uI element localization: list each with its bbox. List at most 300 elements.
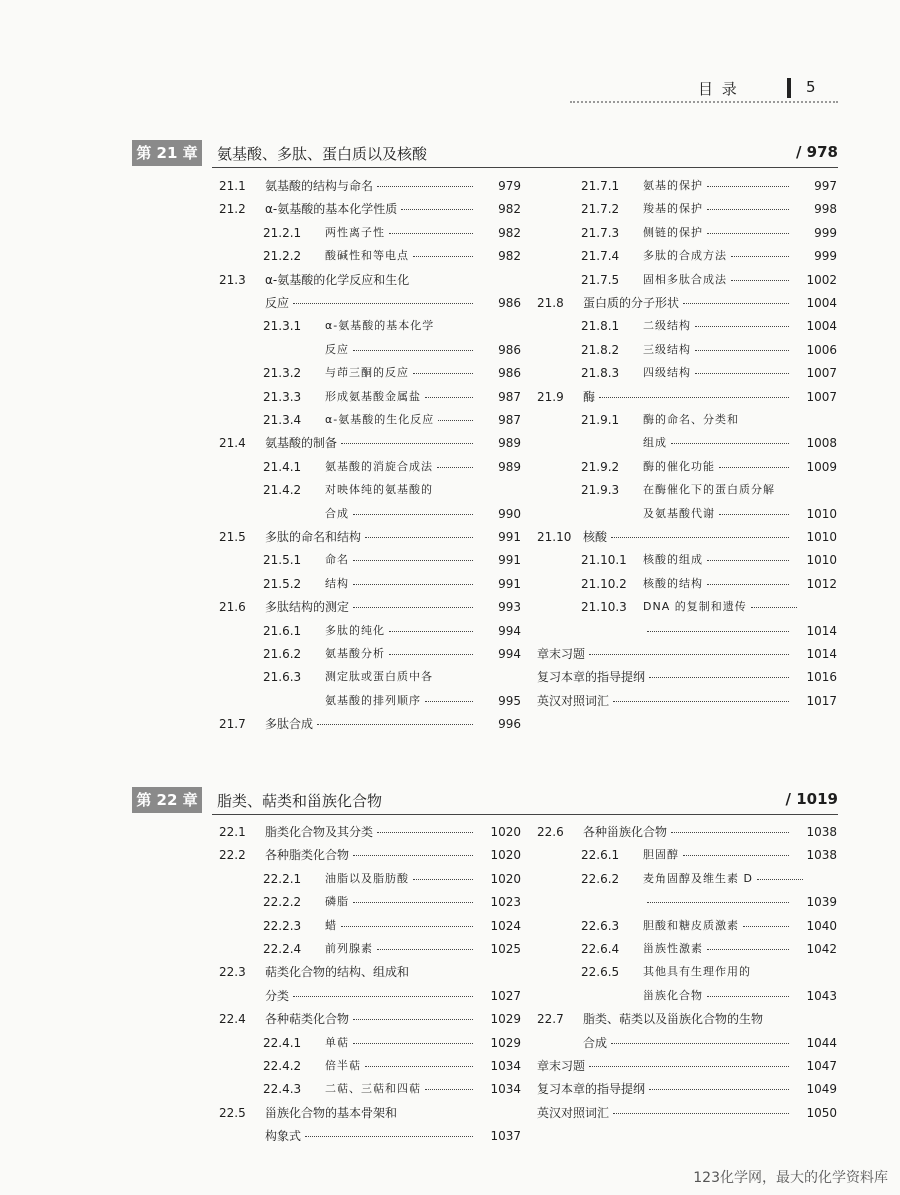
entry-page: 1020: [490, 871, 521, 886]
toc-entry[interactable]: [219, 1079, 521, 1099]
entry-title: 复习本章的指导提纲: [537, 670, 646, 685]
toc-entry[interactable]: [537, 504, 837, 524]
leader-dots: [293, 303, 473, 304]
entry-page: 1034: [490, 1059, 521, 1073]
toc-entry[interactable]: [219, 939, 521, 959]
entry-title: α-氨基酸的基本化学: [325, 319, 435, 333]
entry-title: 磷脂: [325, 895, 349, 909]
entry-page: 986: [498, 342, 521, 357]
toc-entry[interactable]: [537, 691, 837, 711]
toc-entry[interactable]: [219, 597, 521, 617]
leader-dots: [425, 1089, 473, 1090]
entry-page: 997: [814, 179, 837, 193]
entry-title: 四级结构: [643, 366, 691, 380]
toc-entry[interactable]: [219, 916, 521, 936]
leader-dots: [389, 631, 473, 632]
entry-page: 979: [498, 179, 521, 193]
entry-title: α-氨基酸的基本化学性质: [265, 202, 398, 217]
leader-dots: [389, 654, 473, 655]
entry-page: 1010: [806, 506, 837, 521]
leader-dots: [413, 256, 473, 257]
entry-page: 986: [498, 296, 521, 310]
toc-entry[interactable]: [219, 845, 521, 865]
leader-dots: [707, 233, 789, 234]
leader-dots: [401, 209, 473, 210]
entry-title: 氨基酸的消旋合成法: [325, 459, 433, 473]
entry-title: 甾族化合物的基本骨架和: [265, 1105, 398, 1120]
toc-entry[interactable]: [537, 916, 837, 936]
toc-entry[interactable]: [219, 433, 521, 453]
leader-dots: [353, 514, 473, 515]
leader-dots: [649, 677, 789, 678]
chapter-rule: [212, 167, 838, 168]
entry-title: 氨基酸分析: [325, 647, 385, 660]
leader-dots: [649, 1089, 789, 1090]
toc-entry[interactable]: [537, 621, 837, 641]
chapter-title: 脂类、萜类和甾族化合物: [217, 792, 383, 810]
leader-dots: [413, 879, 473, 880]
toc-entry[interactable]: [537, 1103, 837, 1123]
toc-entry[interactable]: [537, 293, 837, 313]
toc-entry[interactable]: [537, 410, 837, 430]
header-page-number: 5: [806, 78, 816, 96]
leader-dots: [353, 350, 473, 351]
toc-entry[interactable]: [219, 246, 521, 266]
entry-number: 22.4: [219, 1012, 246, 1027]
entry-number: 21.9: [537, 389, 564, 404]
toc-entry[interactable]: [219, 176, 521, 196]
entry-number: 21.5.2: [263, 576, 302, 591]
entry-page: 1038: [806, 825, 837, 839]
entry-page: 1029: [490, 1012, 521, 1027]
leader-dots: [731, 256, 789, 257]
entry-number: 21.8.3: [581, 366, 620, 381]
entry-page: 1020: [490, 825, 521, 839]
toc-entry[interactable]: [537, 457, 837, 477]
leader-dots: [377, 832, 473, 833]
entry-title: 脂类、萜类以及甾族化合物的生物: [583, 1012, 764, 1027]
entry-title: 酶的命名、分类和: [643, 413, 739, 426]
toc-entry[interactable]: [219, 667, 521, 687]
entry-page: 998: [814, 202, 837, 217]
toc-entry[interactable]: [537, 387, 837, 407]
toc-entry[interactable]: [537, 199, 837, 219]
entry-page: 1034: [490, 1082, 521, 1097]
leader-dots: [317, 724, 473, 725]
entry-number: 21.3.1: [263, 319, 302, 334]
leader-dots: [353, 855, 473, 856]
entry-page: 1020: [490, 848, 521, 863]
leader-dots: [599, 397, 789, 398]
toc-entry[interactable]: [219, 527, 521, 547]
entry-title: 三级结构: [643, 342, 691, 356]
leader-dots: [671, 443, 789, 444]
entry-number: 21.7.3: [581, 225, 620, 240]
toc-entry[interactable]: [219, 340, 521, 360]
toc-entry[interactable]: [537, 644, 837, 664]
entry-number: 22.4.2: [263, 1059, 302, 1073]
chapter-tag: 第 22 章: [132, 787, 202, 813]
entry-number: 21.10.3: [581, 600, 627, 615]
entry-page: 995: [498, 693, 521, 708]
entry-title: 与茚三酮的反应: [325, 366, 409, 380]
toc-entry[interactable]: [537, 869, 837, 889]
entry-page: 1050: [806, 1105, 837, 1120]
leader-dots: [683, 855, 789, 856]
toc-entry[interactable]: [219, 822, 521, 842]
leader-dots: [751, 607, 797, 608]
toc-entry[interactable]: [219, 199, 521, 219]
entry-title: 复习本章的指导提纲: [537, 1082, 646, 1097]
entry-number: 21.7.4: [581, 249, 620, 264]
leader-dots: [707, 209, 789, 210]
entry-title: α-氨基酸的生化反应: [325, 413, 435, 426]
entry-title: 核酸: [583, 530, 608, 544]
toc-entry[interactable]: [219, 223, 521, 243]
entry-title: 其他具有生理作用的: [643, 965, 751, 979]
entry-page: 999: [814, 249, 837, 264]
entry-title: 氨基酸的排列顺序: [325, 693, 421, 707]
toc-entry[interactable]: [537, 822, 837, 842]
toc-entry[interactable]: [219, 316, 521, 336]
leader-dots: [611, 537, 789, 538]
entry-title: 合成: [325, 506, 349, 520]
entry-page: 989: [498, 459, 521, 474]
chapter-tag: 第 21 章: [132, 140, 202, 166]
entry-number: 22.2.2: [263, 895, 302, 910]
toc-entry[interactable]: [537, 574, 837, 594]
toc-entry[interactable]: [537, 986, 837, 1006]
entry-page: 1024: [490, 918, 521, 933]
leader-dots: [757, 879, 803, 880]
leader-dots: [413, 373, 473, 374]
entry-number: 22.2.3: [263, 918, 302, 933]
entry-page: 1006: [806, 342, 837, 357]
entry-number: 21.10: [537, 530, 572, 544]
entry-number: 21.9.3: [581, 483, 620, 498]
entry-title: 及氨基酸代谢: [643, 506, 715, 520]
toc-entry[interactable]: [537, 962, 837, 982]
toc-entry[interactable]: [537, 1033, 837, 1053]
entry-page: 1044: [806, 1035, 837, 1050]
leader-dots: [341, 443, 473, 444]
entry-page: 1027: [490, 988, 521, 1003]
leader-dots: [707, 996, 789, 997]
entry-title: 形成氨基酸金属盐: [325, 389, 421, 403]
entry-title: 构象式: [265, 1129, 302, 1144]
entry-number: 21.3: [219, 272, 246, 287]
entry-number: 21.2: [219, 202, 246, 217]
leader-dots: [389, 233, 473, 234]
entry-number: 22.6.2: [581, 871, 620, 886]
leader-dots: [293, 996, 473, 997]
toc-entry[interactable]: [219, 457, 521, 477]
entry-page: 1047: [806, 1059, 837, 1073]
entry-title: 蛋白质的分子形状: [583, 296, 680, 310]
entry-title: 多肽的纯化: [325, 623, 385, 637]
entry-page: 1040: [806, 918, 837, 933]
leader-dots: [647, 902, 789, 903]
toc-entry[interactable]: [219, 550, 521, 570]
toc-entry[interactable]: [219, 621, 521, 641]
entry-number: 21.5: [219, 530, 246, 544]
entry-title: 固相多肽合成法: [643, 272, 727, 286]
leader-dots: [589, 1066, 789, 1067]
entry-number: 22.4.1: [263, 1035, 302, 1050]
leader-dots: [695, 373, 789, 374]
header-rule: [570, 101, 838, 103]
entry-number: 22.7: [537, 1012, 564, 1027]
toc-entry[interactable]: [537, 246, 837, 266]
entry-title: 核酸的结构: [643, 576, 703, 590]
entry-title: 前列腺素: [325, 942, 373, 955]
toc-entry[interactable]: [219, 270, 521, 290]
entry-title: 分类: [265, 988, 290, 1003]
leader-dots: [743, 926, 789, 927]
entry-title: 章末习题: [537, 1059, 586, 1073]
entry-page: 982: [498, 202, 521, 217]
watermark: 123化学网，最大的化学资料库: [693, 1170, 888, 1186]
toc-entry[interactable]: [219, 1033, 521, 1053]
entry-title: 各种脂类化合物: [265, 848, 350, 863]
toc-entry[interactable]: [537, 480, 837, 500]
leader-dots: [731, 280, 789, 281]
entry-number: 21.9.1: [581, 413, 620, 427]
leader-dots: [613, 1113, 789, 1114]
entry-title: 两性离子性: [325, 225, 385, 239]
entry-page: 1014: [806, 647, 837, 661]
toc-entry[interactable]: [537, 1009, 837, 1029]
leader-dots: [437, 467, 473, 468]
entry-title: 英汉对照词汇: [537, 1105, 610, 1120]
toc-entry[interactable]: [537, 845, 837, 865]
toc-entry[interactable]: [537, 270, 837, 290]
entry-number: 21.9.2: [581, 459, 620, 474]
entry-title: 胆酸和糖皮质激素: [643, 918, 739, 932]
entry-number: 22.6.1: [581, 848, 620, 863]
leader-dots: [305, 1136, 473, 1137]
toc-entry[interactable]: [537, 527, 837, 547]
toc-entry[interactable]: [537, 316, 837, 336]
toc-entry[interactable]: [219, 574, 521, 594]
toc-entry[interactable]: [537, 597, 837, 617]
entry-page: 990: [498, 506, 521, 521]
entry-page: 991: [498, 530, 521, 544]
entry-page: 982: [498, 225, 521, 240]
entry-title: 侧链的保护: [643, 225, 703, 239]
entry-title: 氨基酸的结构与命名: [265, 179, 374, 193]
entry-title: 反应: [265, 296, 290, 310]
entry-page: 987: [498, 389, 521, 404]
entry-page: 1017: [806, 693, 837, 708]
toc-entry[interactable]: [219, 480, 521, 500]
toc-entry[interactable]: [537, 223, 837, 243]
entry-title: 酶的催化功能: [643, 459, 715, 473]
entry-page: 1016: [806, 670, 837, 685]
entry-number: 21.8.2: [581, 342, 620, 357]
entry-page: 987: [498, 413, 521, 427]
entry-number: 22.2: [219, 848, 246, 863]
leader-dots: [707, 949, 789, 950]
toc-entry[interactable]: [219, 644, 521, 664]
entry-page: 982: [498, 249, 521, 264]
entry-page: 1012: [806, 576, 837, 591]
entry-number: 21.1: [219, 179, 246, 193]
entry-page: 1039: [806, 895, 837, 910]
entry-title: DNA 的复制和遗传: [643, 600, 747, 614]
entry-title: 油脂以及脂肪酸: [325, 871, 409, 885]
header-separator: [787, 78, 791, 98]
leader-dots: [353, 584, 473, 585]
leader-dots: [365, 537, 473, 538]
toc-entry[interactable]: [219, 691, 521, 711]
entry-title: 多肽合成: [265, 717, 314, 732]
entry-page: 999: [814, 225, 837, 240]
leader-dots: [647, 631, 789, 632]
entry-page: 989: [498, 436, 521, 451]
leader-dots: [377, 186, 473, 187]
leader-dots: [611, 1043, 789, 1044]
toc-entry[interactable]: [219, 962, 521, 982]
leader-dots: [353, 1043, 473, 1044]
entry-number: 21.6.3: [263, 670, 302, 685]
entry-title: 组成: [643, 436, 667, 450]
entry-page: 1004: [806, 296, 837, 310]
leader-dots: [613, 701, 789, 702]
entry-title: 反应: [325, 342, 349, 356]
toc-entry[interactable]: [219, 1126, 521, 1146]
entry-title: 对映体纯的氨基酸的: [325, 483, 433, 497]
leader-dots: [707, 186, 789, 187]
entry-title: 二萜、三萜和四萜: [325, 1082, 421, 1096]
entry-number: 21.8: [537, 296, 564, 310]
toc-entry[interactable]: [219, 1009, 521, 1029]
entry-number: 21.4: [219, 436, 246, 451]
entry-number: 21.3.2: [263, 366, 302, 381]
entry-title: 多肽的命名和结构: [265, 530, 362, 544]
entry-page: 993: [498, 600, 521, 615]
chapter-22-heading[interactable]: [132, 787, 838, 813]
entry-title: 甾族性激素: [643, 942, 703, 955]
toc-entry[interactable]: [219, 892, 521, 912]
entry-page: 1038: [806, 848, 837, 863]
toc-entry[interactable]: [219, 869, 521, 889]
entry-page: 1043: [806, 988, 837, 1003]
entry-page: 1010: [806, 530, 837, 544]
toc-entry[interactable]: [219, 410, 521, 430]
entry-title: 麦角固醇及维生素 D: [643, 871, 753, 885]
toc-entry[interactable]: [219, 1103, 521, 1123]
entry-number: 22.2.4: [263, 942, 302, 956]
entry-title: 各种萜类化合物: [265, 1012, 350, 1027]
entry-number: 22.4.3: [263, 1082, 302, 1097]
toc-entry[interactable]: [537, 363, 837, 383]
toc-entry[interactable]: [219, 1056, 521, 1076]
entry-number: 22.3: [219, 965, 246, 980]
toc-entry[interactable]: [219, 363, 521, 383]
toc-entry[interactable]: [537, 550, 837, 570]
leader-dots: [719, 514, 789, 515]
leader-dots: [353, 902, 473, 903]
entry-page: 996: [498, 717, 521, 732]
entry-page: 1004: [806, 319, 837, 334]
entry-number: 22.6.3: [581, 918, 620, 933]
entry-number: 21.10.2: [581, 576, 627, 591]
entry-number: 21.7: [219, 717, 246, 732]
entry-page: 994: [498, 647, 521, 661]
toc-entry[interactable]: [219, 986, 521, 1006]
leader-dots: [707, 584, 789, 585]
entry-number: 22.1: [219, 825, 246, 839]
entry-page: 1007: [806, 389, 837, 404]
toc-entry[interactable]: [537, 340, 837, 360]
toc-entry[interactable]: [537, 892, 837, 912]
leader-dots: [353, 1019, 473, 1020]
entry-title: 章末习题: [537, 647, 586, 661]
entry-number: 21.5.1: [263, 553, 302, 568]
chapter-21-heading[interactable]: [132, 140, 838, 166]
entry-title: 核酸的组成: [643, 553, 703, 567]
toc-entry[interactable]: [219, 293, 521, 313]
leader-dots: [707, 560, 789, 561]
leader-dots: [341, 926, 473, 927]
entry-title: 多肽的合成方法: [643, 249, 727, 263]
entry-title: α-氨基酸的化学反应和生化: [265, 272, 410, 287]
entry-number: 21.7.1: [581, 179, 620, 193]
entry-page: 1010: [806, 553, 837, 568]
entry-title: 测定肽或蛋白质中各: [325, 670, 433, 684]
entry-title: 合成: [583, 1035, 608, 1050]
chapter-page: / 1019: [785, 790, 838, 808]
toc-entry[interactable]: [537, 176, 837, 196]
header-label: 目 录: [698, 80, 739, 98]
entry-number: 21.4.2: [263, 483, 302, 498]
entry-number: 21.3.3: [263, 389, 302, 404]
entry-number: 22.2.1: [263, 871, 302, 886]
entry-number: 21.10.1: [581, 553, 627, 568]
entry-title: 酶: [583, 389, 596, 404]
toc-entry[interactable]: [537, 667, 837, 687]
entry-title: 命名: [325, 553, 349, 567]
entry-number: 21.7.2: [581, 202, 620, 217]
entry-number: 21.2.1: [263, 225, 302, 240]
leader-dots: [377, 949, 473, 950]
entry-title: 结构: [325, 576, 349, 590]
chapter-page: / 978: [795, 143, 838, 161]
entry-title: 氨基的保护: [643, 179, 703, 192]
leader-dots: [589, 654, 789, 655]
leader-dots: [683, 303, 789, 304]
toc-entry[interactable]: [219, 387, 521, 407]
entry-page: 1049: [806, 1082, 837, 1097]
entry-title: 胆固醇: [643, 848, 679, 862]
toc-entry[interactable]: [537, 1079, 837, 1099]
toc-entry[interactable]: [537, 433, 837, 453]
toc-entry[interactable]: [537, 1056, 837, 1076]
toc-entry[interactable]: [219, 504, 521, 524]
entry-page: 1007: [806, 366, 837, 381]
entry-page: 1029: [490, 1035, 521, 1050]
entry-number: 22.5: [219, 1105, 246, 1120]
entry-number: 22.6.4: [581, 942, 620, 956]
leader-dots: [695, 326, 789, 327]
toc-entry[interactable]: [537, 939, 837, 959]
entry-title: 甾族化合物: [643, 988, 703, 1002]
entry-title: 在酶催化下的蛋白质分解: [643, 483, 775, 497]
leader-dots: [671, 832, 789, 833]
leader-dots: [365, 1066, 473, 1067]
toc-entry[interactable]: [219, 714, 521, 734]
